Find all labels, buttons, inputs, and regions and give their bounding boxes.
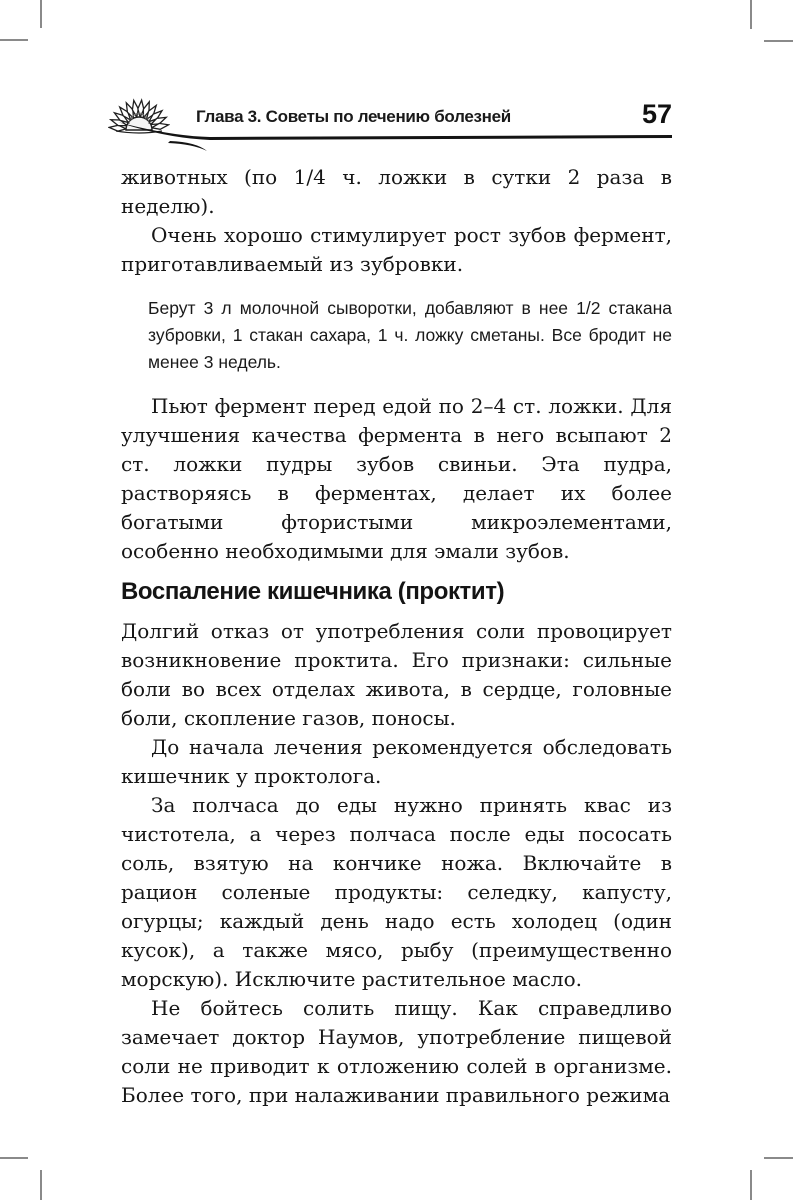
crop-mark-top-right-horizontal bbox=[764, 40, 793, 42]
crop-mark-top-right-vertical bbox=[750, 0, 752, 29]
paragraph-continuation: животных (по 1/4 ч. ложки в сутки 2 раза в неделю). bbox=[121, 165, 672, 218]
crop-mark-top-left-horizontal bbox=[0, 39, 28, 41]
paragraph-ferment: Очень хорошо стимулирует рост зубов фермент, приготавливаемый из зубровки. bbox=[121, 223, 672, 276]
paragraph-ferment-dose: Пьют фермент перед едой по 2–4 ст. ложки. Для улучшения качества фермента в него всыпают 2 ст. ложки пудры зубов свиньи. Эта пудра, растворяясь в ферментах, делает их более богатыми фтористыми микроэлементами, особенно необходимыми для эмали зубов. bbox=[121, 394, 672, 563]
crop-mark-top-left-vertical bbox=[40, 0, 42, 28]
recipe-note: Берут 3 л молочной сыворотки, добавляют в нее 1/2 стакана зубровки, 1 стакан сахара, 1 ч. ложку сметаны. Все бродит не менее 3 недель. bbox=[148, 298, 672, 372]
body-text bbox=[121, 163, 672, 1110]
crop-mark-bottom-right-horizontal bbox=[764, 1157, 793, 1159]
paragraph-examination: До начала лечения рекомендуется обследовать кишечник у проктолога. bbox=[121, 735, 672, 788]
header-rule-swoosh bbox=[110, 122, 672, 156]
page-number: 57 bbox=[641, 99, 672, 129]
paragraph-salt-regimen: За полчаса до еды нужно принять квас из чистотела, а через полчаса после еды пососать соль, взятую на кончике ножа. Включайте в рацион соленые продукты: селедку, капусту, огурцы; каждый день надо есть холодец (один кусок), а также мясо, рыбу (преимущественно морскую). Исключите растительное масло. bbox=[121, 793, 672, 991]
chapter-title: Глава 3. Советы по лечению болезней bbox=[196, 107, 511, 126]
crop-mark-bottom-left-horizontal bbox=[0, 1157, 28, 1159]
crop-mark-bottom-left-vertical bbox=[40, 1170, 42, 1200]
section-heading: Воспаление кишечника (проктит) bbox=[121, 578, 505, 605]
paragraph-proctitis: Долгий отказ от употребления соли провоцирует возникновение проктита. Его признаки: сильные боли во всех отделах живота, в сердце, головные боли, скопление газов, поносы. bbox=[121, 619, 672, 730]
crop-mark-bottom-right-vertical bbox=[750, 1170, 752, 1200]
paragraph-salt-safe: Не бойтесь солить пищу. Как справедливо замечает доктор Наумов, употребление пищевой соли не приводит к отложению солей в организме. Более того, при налаживании правильного режима bbox=[121, 996, 672, 1107]
